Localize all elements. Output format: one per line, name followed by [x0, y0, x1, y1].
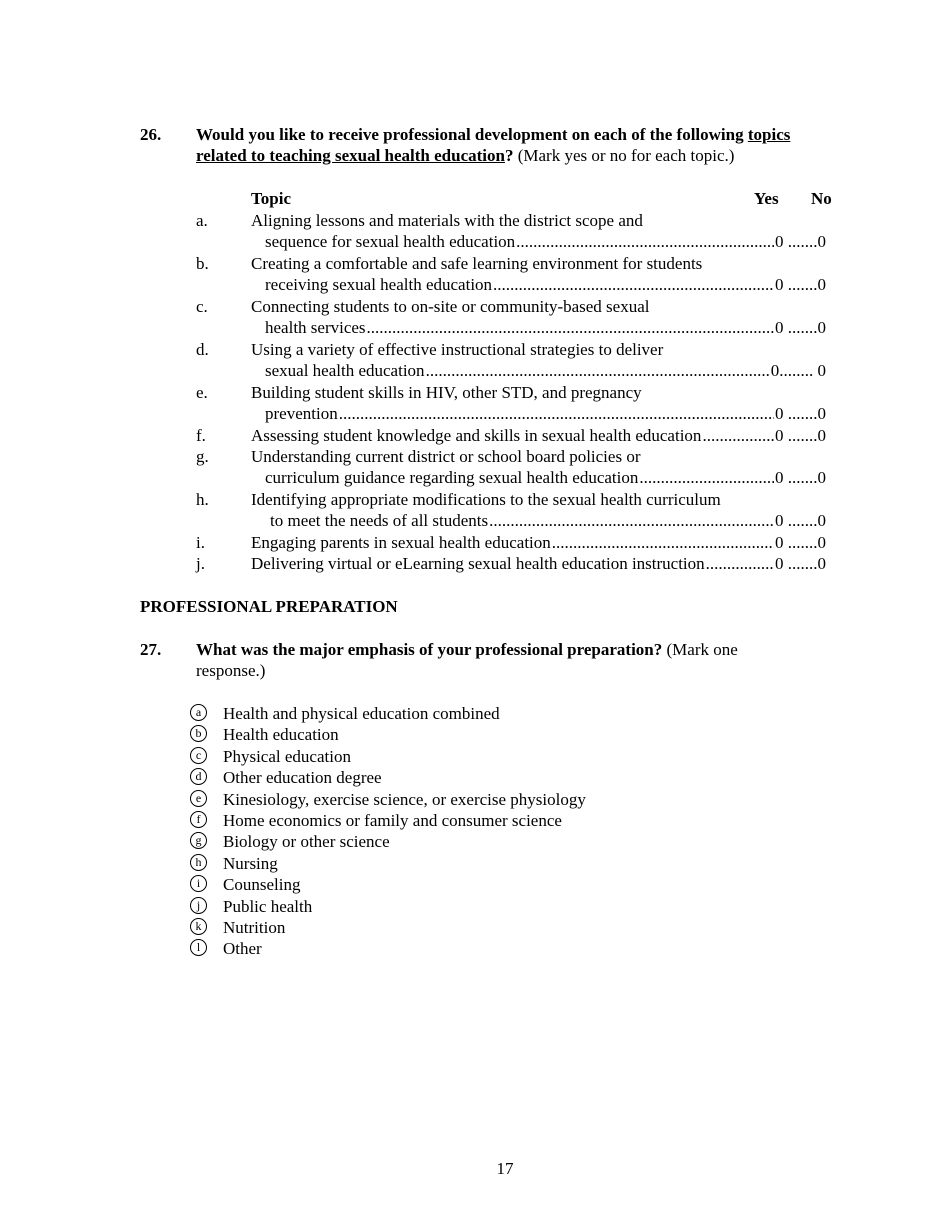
- option-label: Public health: [223, 897, 313, 916]
- q27-instruction-1: (Mark one: [662, 640, 738, 659]
- q27-prompt-bold: What was the major emphasis of your professional preparation?: [196, 640, 663, 659]
- yes-bubble[interactable]: 0: [775, 275, 784, 294]
- no-bubble[interactable]: 0: [817, 533, 826, 552]
- q26-item-letter: f.: [196, 426, 206, 445]
- yes-bubble[interactable]: 0: [775, 554, 784, 573]
- option-label: Kinesiology, exercise science, or exercise physiology: [223, 790, 586, 809]
- q26-item-text: Understanding current district or school board policies or: [251, 447, 641, 466]
- q26-item-text: sexual health education: [265, 361, 425, 380]
- yes-bubble[interactable]: 0: [770, 361, 780, 380]
- option-bubble-e[interactable]: e: [190, 790, 207, 807]
- option-label: Nursing: [223, 854, 278, 873]
- option-bubble-h[interactable]: h: [190, 854, 207, 871]
- no-bubble[interactable]: 0: [817, 318, 826, 337]
- no-bubble[interactable]: 0: [817, 275, 826, 294]
- q26-item-text: curriculum guidance regarding sexual health education: [265, 468, 639, 487]
- no-bubble[interactable]: 0: [817, 404, 826, 423]
- option-label: Home economics or family and consumer science: [223, 811, 562, 830]
- q26-item-text: Engaging parents in sexual health education: [251, 533, 551, 552]
- q26-item-row: Engaging parents in sexual health education ..... 0 ....... 0: [251, 532, 826, 553]
- q26-item-text: sequence for sexual health education: [265, 232, 516, 251]
- q26-item-letter: i.: [196, 533, 205, 552]
- option-bubble-a[interactable]: a: [190, 704, 207, 721]
- q26-item-text: Assessing student knowledge and skills in sexual health education: [251, 426, 702, 445]
- q26-header-no: No: [811, 189, 832, 208]
- option-bubble-i[interactable]: i: [190, 875, 207, 892]
- q26-item-row: Delivering virtual or eLearning sexual health education instruction ..... 0 ....... 0: [251, 553, 826, 574]
- yes-bubble[interactable]: 0: [775, 318, 784, 337]
- q26-item-letter: j.: [196, 554, 205, 573]
- q26-item-text: Using a variety of effective instructional strategies to deliver: [251, 340, 664, 359]
- option-label: Other: [223, 939, 262, 958]
- option-label: Counseling: [223, 875, 301, 894]
- q26-item-row: prevention ..... 0 ....... 0: [265, 403, 826, 424]
- q26-item-letter: a.: [196, 211, 208, 230]
- yes-bubble[interactable]: 0: [775, 511, 784, 530]
- q26-item-row: receiving sexual health education ..... 0 ....... 0: [265, 274, 826, 295]
- option-label: Physical education: [223, 747, 351, 766]
- q26-item-row: Assessing student knowledge and skills in sexual health education ..... 0 ....... 0: [251, 425, 826, 446]
- q27-prompt-line1: [196, 639, 738, 660]
- q26-item-text: Delivering virtual or eLearning sexual health education instruction: [251, 554, 705, 573]
- q26-header-yes: Yes: [754, 189, 779, 208]
- option-label: Health and physical education combined: [223, 704, 500, 723]
- q26-item-letter: e.: [196, 383, 208, 402]
- option-bubble-g[interactable]: g: [190, 832, 207, 849]
- option-label: Nutrition: [223, 918, 286, 937]
- q26-item-text: Aligning lessons and materials with the district scope and: [251, 211, 643, 230]
- q26-item-letter: g.: [196, 447, 209, 466]
- q26-instruction: (Mark yes or no for each topic.): [513, 146, 735, 165]
- q26-prompt-line2: [196, 145, 734, 166]
- q26-item-row: health services ..... 0 ....... 0: [265, 317, 826, 338]
- yes-bubble[interactable]: 0: [775, 533, 784, 552]
- q26-prompt-bold: Would you like to receive professional development on each of the following: [196, 125, 748, 144]
- q26-prompt-underlined-topics: topics: [747, 125, 791, 144]
- option-bubble-k[interactable]: k: [190, 918, 207, 935]
- q26-number: 26.: [140, 125, 162, 144]
- page-number: 17: [496, 1159, 514, 1178]
- q26-item-text: Connecting students to on-site or community-based sexual: [251, 297, 650, 316]
- q26-item-text: prevention: [265, 404, 338, 423]
- q26-item-text: Building student skills in HIV, other STD, and pregnancy: [251, 383, 642, 402]
- q26-item-row: to meet the needs of all students ..... 0 ....... 0: [270, 510, 826, 531]
- no-bubble[interactable]: 0: [817, 554, 826, 573]
- option-bubble-b[interactable]: b: [190, 725, 207, 742]
- q26-header-topic: Topic: [251, 189, 292, 208]
- option-bubble-l[interactable]: l: [190, 939, 207, 956]
- yes-bubble[interactable]: 0: [775, 468, 784, 487]
- no-bubble[interactable]: 0: [817, 361, 826, 380]
- q26-item-letter: h.: [196, 490, 209, 509]
- q26-prompt-underlined-subject: related to teaching sexual health education: [196, 146, 505, 165]
- q26-item-text: Creating a comfortable and safe learning environment for students: [251, 254, 703, 273]
- q26-prompt-qmark: ?: [504, 146, 514, 165]
- q26-item-text: Identifying appropriate modifications to the sexual health curriculum: [251, 490, 721, 509]
- no-bubble[interactable]: 0: [817, 232, 826, 251]
- no-bubble[interactable]: 0: [817, 511, 826, 530]
- no-bubble[interactable]: 0: [817, 468, 826, 487]
- q26-item-row: sexual health education ..... 0 ........ 0: [265, 360, 826, 381]
- q26-item-text: receiving sexual health education: [265, 275, 493, 294]
- yes-bubble[interactable]: 0: [775, 232, 784, 251]
- no-bubble[interactable]: 0: [817, 426, 826, 445]
- yes-bubble[interactable]: 0: [775, 404, 784, 423]
- q26-item-letter: b.: [196, 254, 209, 273]
- option-label: Other education degree: [223, 768, 382, 787]
- yes-bubble[interactable]: 0: [775, 426, 784, 445]
- q26-prompt-line1: [196, 124, 790, 145]
- option-label: Health education: [223, 725, 339, 744]
- option-bubble-d[interactable]: d: [190, 768, 207, 785]
- option-label: Biology or other science: [223, 832, 390, 851]
- q26-item-text: to meet the needs of all students: [270, 511, 489, 530]
- q26-item-text: health services: [265, 318, 366, 337]
- option-bubble-f[interactable]: f: [190, 811, 207, 828]
- q27-number: 27.: [140, 640, 162, 659]
- q26-item-row: curriculum guidance regarding sexual health education ..... 0 ....... 0: [265, 467, 826, 488]
- section-heading: PROFESSIONAL PREPARATION: [140, 597, 398, 616]
- q26-item-letter: d.: [196, 340, 209, 359]
- q26-item-letter: c.: [196, 297, 208, 316]
- option-bubble-j[interactable]: j: [190, 897, 207, 914]
- q26-item-row: sequence for sexual health education ..... 0 ....... 0: [265, 231, 826, 252]
- option-bubble-c[interactable]: c: [190, 747, 207, 764]
- q27-instruction-2: response.): [196, 661, 266, 680]
